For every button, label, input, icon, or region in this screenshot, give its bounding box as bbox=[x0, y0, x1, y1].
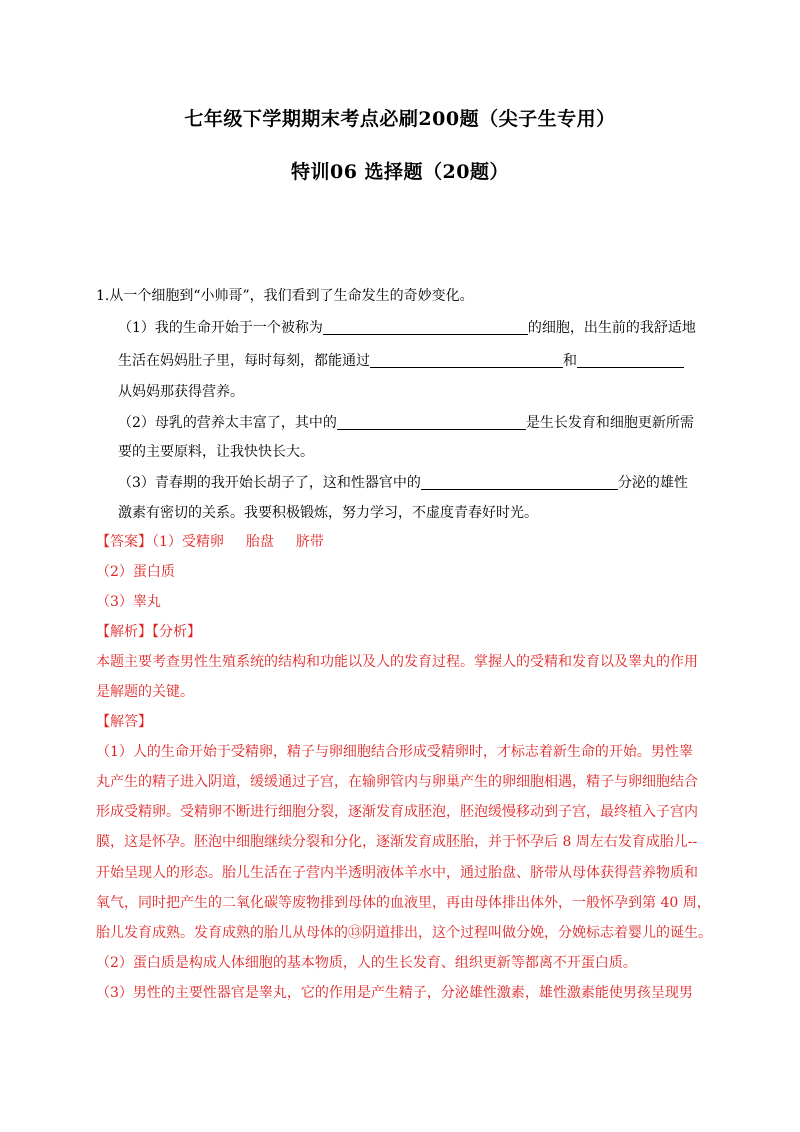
q2-text-b: 是生长发育和细胞更新所需 bbox=[525, 415, 694, 431]
solution-label: 【解答】 bbox=[96, 714, 152, 730]
answer-label: 【答案】 bbox=[96, 534, 152, 550]
answer-3: （3）睾丸 bbox=[96, 594, 161, 610]
solution-p1-line-5: 开始呈现人的形态。胎儿生活在子营内半透明液体羊水中，通过胎盘、脐带从母体获得营养物质和 bbox=[96, 865, 698, 881]
document-title: 七年级下学期期末考点必刷200题（尖子生专用） bbox=[184, 108, 616, 130]
answer-1-3: 脐带 bbox=[295, 534, 324, 550]
solution-p1-line-3: 形成受精卵。受精卵不断进行细胞分裂，逐渐发育成胚泡，胚泡缓慢移动到子宫，最终植入子宫内 bbox=[96, 804, 698, 820]
question-part-1-cont bbox=[118, 351, 684, 371]
solution-p1-line-1: （1）人的生命开始于受精卵，精子与卵细胞结合形成受精卵时，才标志着新生命的开始。男性睾 bbox=[96, 744, 693, 760]
answer-blank-5 bbox=[421, 475, 618, 490]
solution-p3: （3）男性的主要性器官是睾丸，它的作用是产生精子，分泌雄性激素，雄性激素能使男孩呈现男 bbox=[96, 985, 693, 1001]
question-part-2 bbox=[118, 413, 694, 433]
answer-line-1 bbox=[96, 532, 324, 552]
answer-2: （2）蛋白质 bbox=[96, 564, 175, 580]
solution-p2: （2）蛋白质是构成人体细胞的基本物质，人的生长发育、组织更新等都离不开蛋白质。 bbox=[96, 955, 637, 971]
answer-blank-3 bbox=[577, 353, 684, 368]
analysis-label: 【解析】【分析】 bbox=[96, 624, 201, 640]
q3-text-a: （3）青春期的我开始长胡子了，这和性器官中的 bbox=[118, 475, 421, 491]
q3-text-b: 分泌的雄性 bbox=[617, 475, 688, 491]
solution-p1-line-7: 胎儿发育成熟。发育成熟的胎儿从母体的⑬阴道排出，这个过程叫做分娩，分娩标志着婴儿的诞生。 bbox=[96, 925, 712, 941]
q1-text-e: 从妈妈那获得营养。 bbox=[118, 384, 244, 400]
analysis-line-2: 是解题的关键。 bbox=[96, 684, 194, 700]
answer-1-1: （1）受精卵 bbox=[152, 534, 224, 550]
solution-p1-line-2: 丸产生的精子进入阴道，缓缓通过子宫，在输卵管内与卵巢产生的卵细胞相遇，精子与卵细胞结合 bbox=[96, 774, 698, 790]
document-subtitle: 特训06 选择题（20题） bbox=[291, 161, 509, 183]
q2-text-a: （2）母乳的营养太丰富了，其中的 bbox=[118, 415, 337, 431]
solution-p1-line-4: 膜，这是怀孕。胚泡中细胞继续分裂和分化，逐渐发育成胚胎，并于怀孕后 8 周左右发育成胎儿-- bbox=[96, 834, 698, 850]
question-stem: 1.从一个细胞到“小帅哥”，我们看到了生命发生的奇妙变化。 bbox=[96, 288, 474, 304]
q1-text-d: 和 bbox=[563, 353, 577, 369]
answer-blank-2 bbox=[370, 353, 563, 368]
solution-p1-line-6: 氧气，同时把产生的二氧化碳等废物排到母体的血液里，再由母体排出体外，一般怀孕到第 40 周， bbox=[96, 895, 711, 911]
answer-1-2: 胎盘 bbox=[245, 534, 274, 550]
q2-text-c: 要的主要原料，让我快快长大。 bbox=[118, 444, 314, 460]
answer-blank-4 bbox=[337, 415, 526, 430]
q3-text-c: 激素有密切的关系。我要积极锻炼，努力学习，不虚度青春好时光。 bbox=[118, 505, 538, 521]
answer-blank-1 bbox=[323, 320, 528, 335]
q1-text-a: （1）我的生命开始于一个被称为 bbox=[118, 320, 323, 336]
question-part-3 bbox=[118, 473, 688, 493]
question-part-1 bbox=[118, 318, 696, 338]
q1-text-b: 的细胞，出生前的我舒适地 bbox=[527, 320, 696, 336]
q1-text-c: 生活在妈妈肚子里，每时每刻，都能通过 bbox=[118, 353, 370, 369]
analysis-line-1: 本题主要考查男性生殖系统的结构和功能以及人的发育过程。掌握人的受精和发育以及睾丸的作用 bbox=[96, 654, 698, 670]
